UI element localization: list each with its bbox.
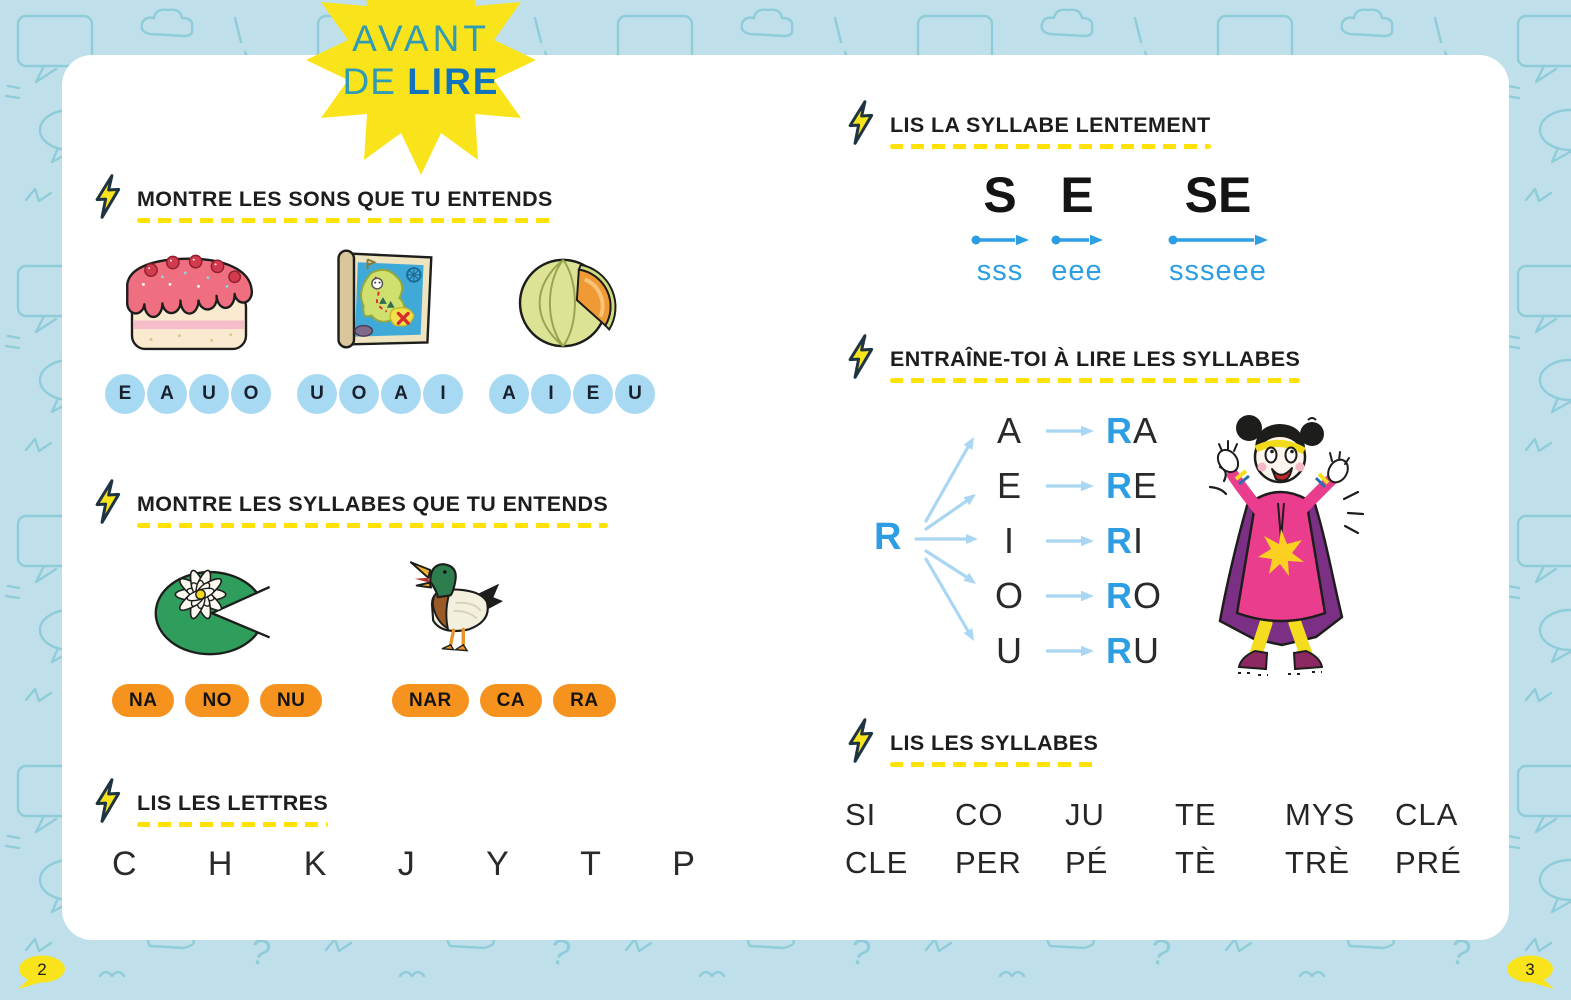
slow-syllable-item [1032, 167, 1122, 288]
letter: P [672, 845, 695, 883]
arrow-right-icon [1044, 589, 1094, 603]
bubble-group-melon [489, 374, 655, 414]
section-heading-entraine [845, 338, 1300, 383]
section-title: MONTRE LES SONS QUE TU ENTENDS [137, 187, 553, 211]
lightning-bolt-icon [844, 99, 878, 147]
stretched-sound: eee [1051, 255, 1103, 287]
bubble-group-cake [105, 374, 271, 414]
built-syllable: RO [1106, 575, 1163, 616]
stretched-sound: ssseee [1169, 255, 1267, 287]
syllable-choices-duck [392, 684, 616, 717]
section-heading-syllabes [92, 483, 608, 528]
section-heading-lettres [92, 782, 328, 827]
letter-bubble[interactable]: U [297, 374, 337, 414]
treasure-map-illustration [325, 247, 439, 351]
syllable: TE [1175, 797, 1217, 832]
big-syllable: E [1060, 167, 1094, 223]
built-syllable: RE [1106, 465, 1159, 506]
syllable: PRÉ [1395, 845, 1462, 880]
stretched-sound: sss [976, 255, 1024, 287]
duration-arrow-icon [1168, 232, 1268, 248]
vowel: E [996, 465, 1021, 506]
page-number-right [1504, 954, 1558, 994]
syllable: PÉ [1065, 845, 1109, 880]
arrow-right-icon [1044, 644, 1094, 658]
duration-arrow-icon [1051, 232, 1103, 248]
arrow-right-icon [1044, 424, 1094, 438]
section-heading-lentement [845, 104, 1211, 149]
syllable-pill[interactable]: RA [553, 684, 615, 717]
syllable-pill[interactable]: NA [112, 684, 174, 717]
letter-bubble[interactable]: U [189, 374, 229, 414]
letter: H [207, 845, 233, 883]
syllable-pill[interactable]: NU [260, 684, 322, 717]
letter-bubble[interactable]: A [381, 374, 421, 414]
lightning-bolt-icon [91, 173, 125, 221]
letters-to-read [112, 845, 695, 884]
syllable-build-row [986, 406, 1158, 456]
syllable-choices-lily [112, 684, 322, 717]
syllable-pill[interactable]: NAR [392, 684, 469, 717]
letter-bubble[interactable]: I [531, 374, 571, 414]
syllable-pill[interactable]: NO [185, 684, 249, 717]
section-title: ENTRAÎNE-TOI À LIRE LES SYLLABES [890, 347, 1301, 371]
letter-bubble[interactable]: E [105, 374, 145, 414]
big-syllable: S [983, 167, 1017, 223]
letter: J [397, 845, 415, 883]
built-syllable: RI [1106, 520, 1145, 561]
letter: C [112, 845, 137, 883]
dashed-underline [137, 523, 608, 528]
built-syllable: RA [1106, 410, 1159, 451]
letter-bubble[interactable]: E [573, 374, 613, 414]
syllable: TRÈ [1285, 845, 1350, 880]
page-number-text: 3 [1525, 960, 1535, 979]
listening-girl-illustration [1192, 415, 1367, 680]
section-title: MONTRE LES SYLLABES QUE TU ENTENDS [137, 492, 609, 516]
section-heading-sons [92, 178, 553, 223]
cake-illustration [113, 244, 265, 358]
base-consonant: R [874, 516, 902, 558]
letter-bubble[interactable]: A [147, 374, 187, 414]
title-line2: DE LIRE [342, 60, 500, 102]
duck-illustration [405, 552, 507, 658]
dashed-underline [137, 218, 553, 223]
slow-syllable-item [1153, 167, 1283, 288]
sound-choices-row [105, 374, 655, 414]
melon-illustration [518, 252, 624, 352]
vowel: I [1003, 520, 1014, 561]
vowel: U [996, 630, 1022, 671]
syllable: CLE [845, 845, 909, 880]
vowel: O [994, 575, 1023, 616]
syllable: PER [955, 845, 1022, 880]
lightning-bolt-icon [91, 478, 125, 526]
built-syllable: RU [1106, 630, 1160, 671]
syllable-build-row [986, 571, 1162, 621]
syllable-build-row [986, 461, 1158, 511]
syllable: MYS [1285, 797, 1356, 832]
syllable-build-row [986, 626, 1160, 676]
letter-bubble[interactable]: O [231, 374, 271, 414]
title-line1: AVANT [352, 18, 490, 59]
bubble-group-map [297, 374, 463, 414]
arrow-right-icon [1044, 479, 1094, 493]
letter: K [303, 845, 327, 883]
section-title: LIS LES LETTRES [137, 791, 329, 815]
syllable-build-row [986, 516, 1144, 566]
syllable: TÈ [1175, 845, 1217, 880]
book-title [256, 18, 586, 103]
syllables-to-read [845, 797, 1505, 881]
letter-bubble[interactable]: A [489, 374, 529, 414]
dashed-underline [890, 144, 1211, 149]
dashed-underline [137, 822, 328, 827]
syllable: SI [845, 797, 877, 832]
syllable: JU [1065, 797, 1105, 832]
arrow-right-icon [1044, 534, 1094, 548]
letter: Y [486, 845, 509, 883]
big-syllable: SE [1184, 167, 1252, 223]
letter-bubble[interactable]: U [615, 374, 655, 414]
duration-arrow-icon [971, 232, 1029, 248]
section-heading-lis-syllabes [845, 722, 1098, 767]
section-title: LIS LES SYLLABES [890, 731, 1099, 755]
water-lily-illustration [152, 558, 278, 658]
lightning-bolt-icon [91, 777, 125, 825]
syllable: CLA [1395, 797, 1459, 832]
vowel: A [996, 410, 1021, 451]
section-title: LIS LA SYLLABE LENTEMENT [890, 113, 1211, 137]
dashed-underline [890, 378, 1300, 383]
syllable: CO [955, 797, 1004, 832]
page-number-text: 2 [37, 960, 47, 979]
lightning-bolt-icon [844, 717, 878, 765]
syllable-pill[interactable]: CA [480, 684, 542, 717]
letter-bubble[interactable]: I [423, 374, 463, 414]
page-number-left [14, 954, 68, 994]
letter-bubble[interactable]: O [339, 374, 379, 414]
dashed-underline [890, 762, 1098, 767]
letter: T [580, 845, 601, 883]
lightning-bolt-icon [844, 333, 878, 381]
